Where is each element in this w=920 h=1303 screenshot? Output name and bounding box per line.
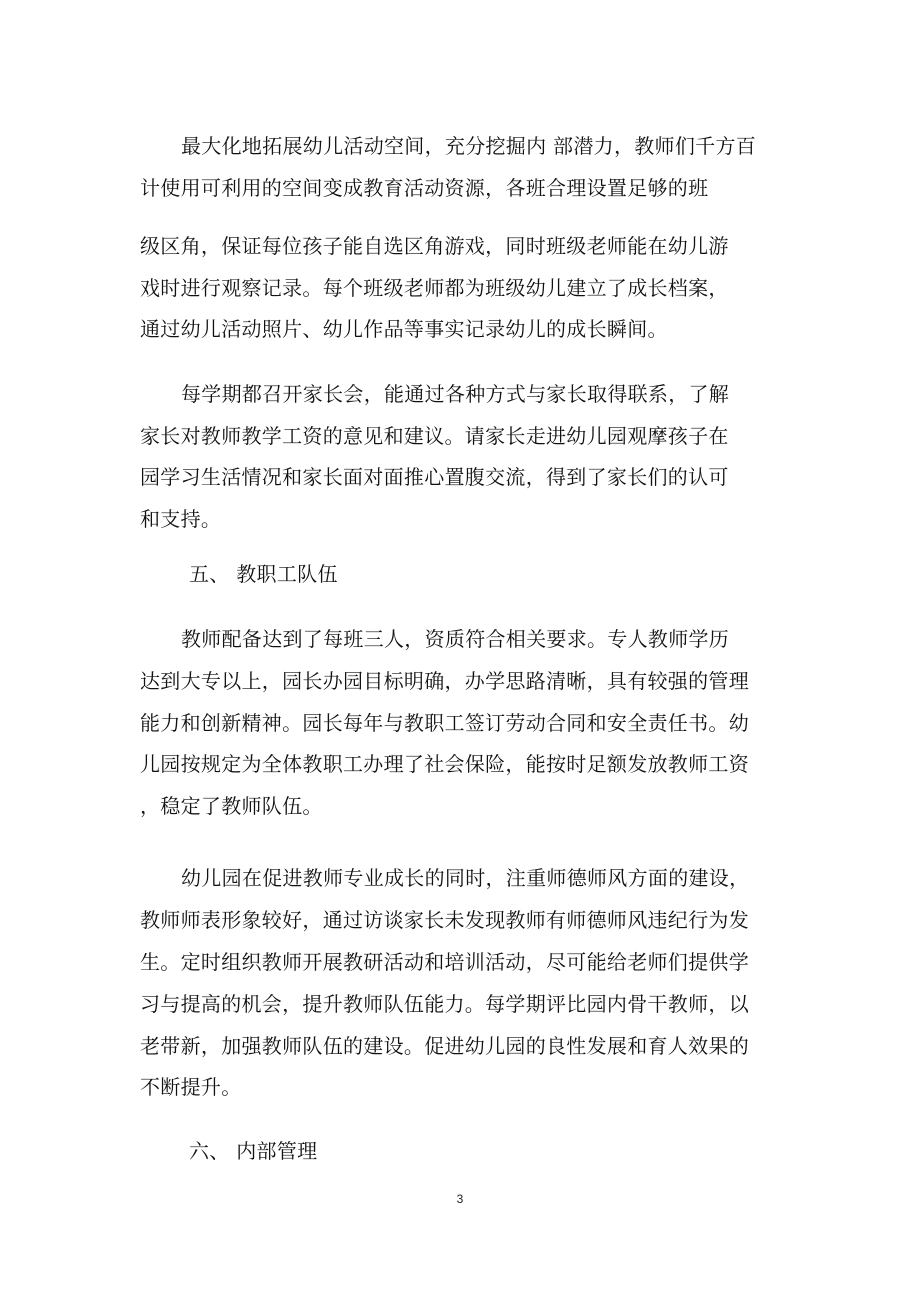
- text-line: 儿园按规定为全体教职工办理了社会保险，能按时足额发放教师工资: [140, 752, 749, 776]
- text-line: 教师配备达到了每班三人，资质符合相关要求。专人教师学历: [181, 627, 730, 651]
- text-line: 通过幼儿活动照片、幼儿作品等事实记录幼儿的成长瞬间。: [140, 317, 668, 341]
- text-line: ，稳定了教师队伍。: [140, 794, 323, 818]
- text-line: 家长对教师教学工资的意见和建议。请家长走进幼儿园观摩孩子在: [140, 424, 729, 448]
- text-line: 最大化地拓展幼儿活动空间，充分挖掘内 部潜力，教师们千方百: [181, 134, 757, 158]
- text-line: 每学期都召开家长会，能通过各种方式与家长取得联系，了解: [181, 382, 730, 406]
- text-line: 级区角，保证每位孩子能自选区角游戏，同时班级老师能在幼儿游: [140, 234, 729, 258]
- text-line: 能力和创新精神。园长每年与教职工签订劳动合同和安全责任书。幼: [140, 711, 749, 735]
- section-heading-internal-management: 六、 内部管理: [189, 1139, 318, 1163]
- page-number: 3: [456, 1192, 464, 1206]
- text-line: 不断提升。: [140, 1075, 242, 1099]
- text-line: 达到大专以上，园长办园目标明确，办学思路清晰，具有较强的管理: [140, 669, 749, 693]
- text-line: 生。定时组织教师开展教研活动和培训活动，尽可能给老师们提供学: [140, 950, 749, 974]
- text-line: 戏时进行观察记录。每个班级老师都为班级幼儿建立了成长档案，: [140, 276, 729, 300]
- text-line: 老带新，加强教师队伍的建设。促进幼儿园的良性发展和育人效果的: [140, 1034, 749, 1058]
- text-line: 教师师表形象较好，通过访谈家长未发现教师有师德师风违纪行为发: [140, 908, 749, 932]
- section-heading-staff: 五、 教职工队伍: [189, 562, 338, 586]
- text-line: 和支持。: [140, 507, 222, 531]
- text-line: 习与提高的机会，提升教师队伍能力。每学期评比园内骨干教师，以: [140, 992, 749, 1016]
- text-line: 计使用可利用的空间变成教育活动资源，各班合理设置足够的班: [140, 176, 709, 200]
- text-line: 园学习生活情况和家长面对面推心置腹交流，得到了家长们的认可: [140, 465, 729, 489]
- text-line: 幼儿园在促进教师专业成长的同时，注重师德师风方面的建设，: [181, 866, 750, 890]
